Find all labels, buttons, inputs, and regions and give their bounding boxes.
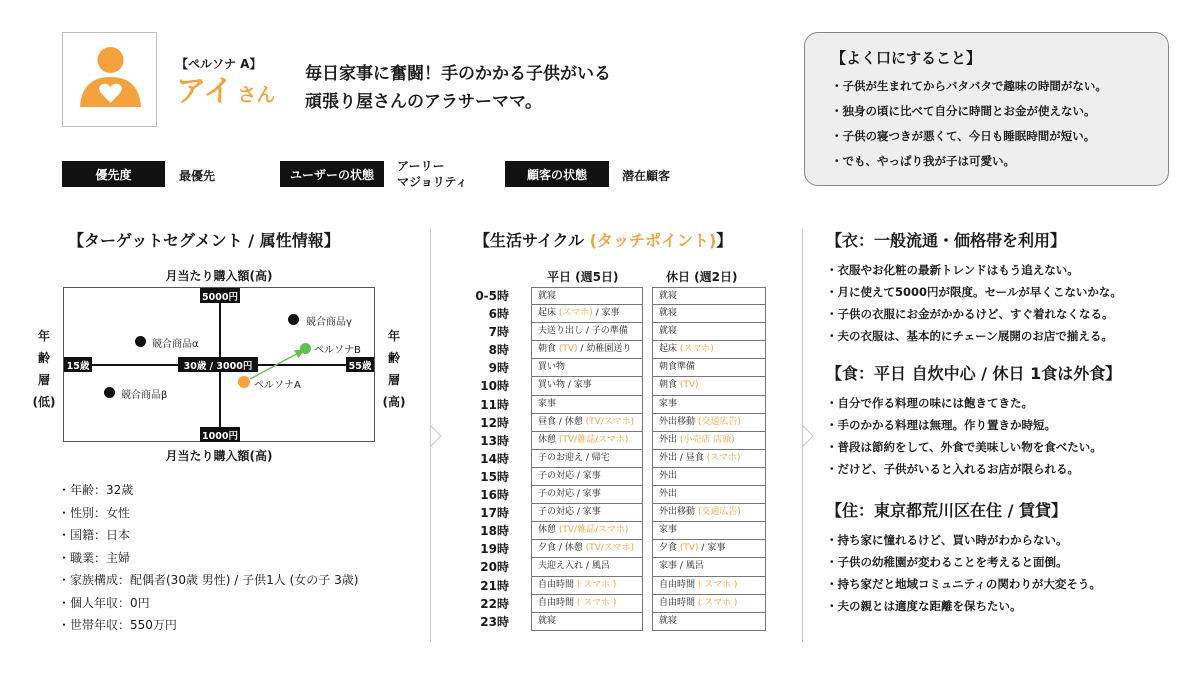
housing-item: ・持ち家だと地域コミュニティの関わりが大変そう。: [826, 577, 1101, 591]
hour-label: 7時: [488, 325, 509, 340]
activity-text: 子の対応 / 家事: [538, 507, 601, 518]
hour-label: 19時: [480, 542, 509, 557]
competitor-gamma-dot: [288, 314, 299, 325]
touchpoint-text: (スマホ): [706, 452, 741, 463]
activity-text: 夕食: [659, 543, 680, 554]
activity-text: 外出: [659, 470, 678, 481]
food-item: ・普段は節約をして、外食で美味しい物を食べたい。: [826, 440, 1102, 454]
holiday-cell: [652, 341, 766, 359]
weekday-cell: [531, 287, 643, 305]
activity-text: / 幼稚園送り: [577, 344, 632, 355]
clothing-item: ・夫の衣服は、基本的にチェーン展開のお店で揃える。: [826, 329, 1113, 343]
left-axis-label: [28, 325, 60, 413]
weekday-cell: [531, 558, 643, 576]
attribute-item: ・家族構成：配偶者(30歳 男性) / 子供1人 (女の子 3歳): [58, 573, 359, 587]
activity-text: 自由時間: [538, 579, 577, 590]
weekday-cell: [531, 305, 643, 323]
weekday-cell: [531, 486, 643, 504]
food-title: 【食：平日 自炊中心 / 休日 1食は外食】: [826, 364, 1122, 383]
activity-text: 自由時間: [538, 597, 577, 608]
weekday-cell: [531, 414, 643, 432]
touchpoint-text: (スマホ): [558, 308, 593, 319]
holiday-cell: [652, 450, 766, 468]
persona-name-suffix: さん: [237, 84, 276, 106]
persona-a-dot: [238, 376, 250, 388]
activity-text: 夕食 / 休憩: [538, 543, 586, 554]
housing-title: 【住：東京都荒川区在住 / 賃貸】: [826, 501, 1067, 520]
weekday-cell: [531, 323, 643, 341]
holiday-cell: [652, 522, 766, 540]
persona-name-text: アイ: [176, 74, 234, 109]
hour-label: 8時: [488, 343, 509, 358]
holiday-cell: [652, 577, 766, 595]
holiday-cell: [652, 359, 766, 377]
priority-label: 優先度: [62, 161, 165, 187]
activity-text: 家事 / 風呂: [659, 561, 704, 572]
weekday-cell: [531, 613, 643, 631]
activity-text: 就寝: [538, 291, 557, 301]
hour-label: 14時: [480, 451, 509, 466]
touchpoint-text: ( スマホ ): [697, 597, 738, 608]
left-axis-char: 年: [37, 329, 50, 343]
holiday-cell: [652, 287, 766, 305]
priority-value: 最優先: [179, 169, 216, 183]
hour-label: 20時: [480, 560, 509, 575]
persona-avatar: [62, 32, 157, 127]
persona-tagline: [305, 60, 611, 116]
attribute-item: ・職業：主婦: [58, 550, 131, 565]
touchpoint-text: (スマホ): [679, 344, 714, 355]
weekday-cell: [531, 468, 643, 486]
persona-a-label: ペルソナA: [254, 380, 301, 391]
housing-item: ・持ち家に憧れるけど、買い時がわからない。: [826, 533, 1068, 547]
food-item: ・自分で作る料理の味には飽きてきた。: [826, 396, 1033, 410]
activity-text: 自由時間: [659, 579, 698, 590]
clothing-item: ・子供の衣服にお金がかかるけど、すぐ着れなくなる。: [826, 307, 1114, 321]
activity-text: 就寝: [659, 291, 678, 301]
schedule-title-end: 】: [716, 231, 733, 250]
hour-label: 16時: [480, 488, 509, 503]
persona-name: [176, 72, 275, 115]
positioning-matrix: [63, 287, 375, 442]
touchpoint-text: (TV): [558, 344, 578, 355]
weekday-cell: [531, 540, 643, 558]
bottom-axis-tag: 1000円: [200, 427, 240, 442]
hour-label: 6時: [488, 307, 509, 322]
hour-label: 11時: [480, 397, 509, 412]
activity-text: 外出: [659, 434, 680, 445]
holiday-cell: [652, 595, 766, 613]
activity-text: 子の対応 / 家事: [538, 470, 601, 481]
activity-text: 家事: [659, 525, 678, 536]
schedule-title: [474, 228, 732, 251]
attribute-item: ・性別：女性: [58, 505, 131, 520]
clothing-section: [826, 228, 1122, 347]
competitor-beta-label: 競合商品β: [121, 390, 168, 401]
activity-text: 就寝: [659, 326, 678, 337]
tagline-line-2: 頑張り屋さんのアラサーママ。: [305, 92, 542, 112]
weekday-cell: [531, 504, 643, 522]
attribute-item: ・個人年収：0円: [58, 595, 150, 610]
weekday-cell: [531, 432, 643, 450]
weekday-cell: [531, 377, 643, 395]
segment-title: 【ターゲットセグメント / 属性情報】: [68, 231, 340, 250]
food-item: ・だけど、子供がいると入れるお店が限られる。: [826, 462, 1079, 476]
holiday-cell: [652, 613, 766, 631]
holiday-column: [652, 287, 766, 631]
left-axis-char: 齢: [37, 351, 50, 365]
persona-arrow: [64, 288, 374, 441]
persona-b-dot: [300, 343, 311, 354]
holiday-cell: [652, 305, 766, 323]
clothing-item: ・月に使えて5000円が限度。セールが早くこないかな。: [826, 285, 1122, 299]
divider-arrow: [430, 425, 444, 447]
holiday-cell: [652, 468, 766, 486]
attribute-item: ・年齢：32歳: [58, 483, 134, 497]
weekday-cell: [531, 341, 643, 359]
activity-text: 外出 / 昼食: [659, 452, 707, 463]
touchpoint-text: (TV/スマホ): [585, 543, 635, 554]
user-state-value-line-1: アーリー: [397, 159, 445, 173]
right-axis-char: 層: [387, 373, 400, 387]
weekday-cell: [531, 396, 643, 414]
activity-text: 朝食: [659, 380, 680, 391]
quote-item: ・子供が生まれてからバタバタで趣味の時間がない。: [831, 79, 1107, 93]
persona-b-label: ペルソナB: [314, 345, 361, 356]
touchpoint-text: (TV): [679, 380, 699, 391]
hour-label: 23時: [480, 614, 509, 629]
right-axis-char: (高): [382, 395, 406, 409]
holiday-cell: [652, 558, 766, 576]
hour-label: 12時: [480, 415, 509, 430]
quote-item: ・子供の寝つきが悪くて、今日も睡眠時間が短い。: [831, 129, 1096, 143]
activity-text: 家事: [659, 398, 678, 409]
competitor-alpha-dot: [135, 336, 146, 347]
activity-text: 買い物: [538, 362, 566, 373]
food-item: ・手のかかる料理は無理。作り置きか時短。: [826, 418, 1056, 432]
quotes-box: [804, 32, 1169, 186]
activity-text: 外出移動: [659, 416, 698, 427]
quote-item: ・でも、やっぱり我が子は可愛い。: [831, 154, 1015, 168]
holiday-cell: [652, 504, 766, 522]
activity-text: / 家事: [698, 543, 726, 554]
quote-item: ・独身の頃に比べて自分に時間とお金が使えない。: [831, 104, 1096, 118]
activity-text: 子のお迎え / 帰宅: [538, 452, 610, 463]
activity-text: 就寝: [659, 308, 678, 319]
holiday-cell: [652, 486, 766, 504]
hour-label: 9時: [488, 361, 509, 376]
holiday-cell: [652, 377, 766, 395]
attribute-item: ・世帯年収：550万円: [58, 618, 177, 632]
food-section: [826, 361, 1121, 480]
activity-text: 買い物 / 家事: [538, 380, 592, 391]
attribute-list: [58, 479, 358, 637]
hour-label: 21時: [480, 578, 509, 593]
activity-text: 自由時間: [659, 597, 698, 608]
hour-label: 18時: [480, 524, 509, 539]
weekday-cell: [531, 577, 643, 595]
right-axis-char: 年: [387, 329, 400, 343]
activity-text: 子の対応 / 家事: [538, 489, 601, 500]
activity-text: 休憩: [538, 525, 559, 536]
activity-text: 夫送り出し / 子の準備: [538, 326, 628, 337]
clothing-title: 【衣：一般流通・価格帯を利用】: [826, 231, 1067, 250]
holiday-header: 休日 (週2日): [666, 270, 738, 284]
user-state-label: ユーザーの状態: [280, 161, 384, 187]
holiday-cell: [652, 323, 766, 341]
activity-text: 就寝: [538, 615, 557, 626]
hour-column: [449, 287, 509, 631]
touchpoint-text: (TV/スマホ): [585, 416, 635, 427]
top-axis-tag: 5000円: [200, 288, 240, 303]
weekday-header: 平日 (週5日): [547, 270, 619, 284]
housing-item: ・子供の幼稚園が変わることを考えると面倒。: [826, 555, 1068, 569]
activity-text: 家事: [538, 398, 557, 409]
touchpoint-text: ( スマホ ): [576, 597, 617, 608]
activity-text: 起床: [659, 344, 680, 355]
weekday-cell: [531, 359, 643, 377]
touchpoint-text: (交通広告): [697, 416, 741, 427]
weekday-cell: [531, 595, 643, 613]
housing-item: ・夫の親とは適度な距離を保ちたい。: [826, 599, 1022, 613]
user-state-value-line-2: マジョリティ: [397, 175, 468, 189]
schedule-title-accent: (タッチポイント): [589, 231, 717, 250]
clothing-item: ・衣服やお化粧の最新トレンドはもう追えない。: [826, 263, 1079, 277]
hour-label: 22時: [480, 596, 509, 611]
hour-label: 15時: [480, 469, 509, 484]
activity-text: 就寝: [659, 615, 678, 626]
competitor-beta-dot: [104, 387, 115, 398]
user-state-value: [397, 158, 468, 190]
person-heart-icon: [63, 33, 158, 128]
quotes-title: 【よく口にすること】: [831, 49, 982, 67]
activity-text: 朝食: [538, 344, 559, 355]
right-axis-tag: 55歳: [346, 357, 374, 372]
hour-label: 10時: [480, 379, 509, 394]
divider-arrow: [802, 425, 816, 447]
hour-label: 0-5時: [475, 289, 509, 303]
activity-text: 外出: [659, 489, 678, 500]
activity-text: 外出移動: [659, 507, 698, 518]
holiday-cell: [652, 540, 766, 558]
hour-label: 13時: [480, 433, 509, 448]
attribute-item: ・国籍：日本: [58, 528, 131, 542]
tagline-line-1: 毎日家事に奮闘！手のかかる子供がいる: [305, 64, 611, 84]
right-axis-label: [378, 325, 410, 413]
left-axis-char: (低): [32, 395, 56, 409]
customer-state-label: 顧客の状態: [505, 161, 609, 187]
schedule-title-main: 【生活サイクル: [474, 231, 590, 250]
activity-text: 夫迎え入れ / 風呂: [538, 561, 610, 572]
housing-section: [826, 498, 1101, 617]
holiday-cell: [652, 414, 766, 432]
touchpoint-text: ( スマホ ): [697, 579, 738, 590]
top-axis-title: 月当たり購入額(高): [165, 269, 273, 283]
activity-text: 昼食 / 休憩: [538, 416, 586, 427]
touchpoint-text: (TV/雑誌/スマホ): [558, 434, 629, 445]
competitor-alpha-label: 競合商品α: [152, 339, 199, 350]
activity-text: 朝食準備: [659, 362, 696, 373]
activity-text: 休憩: [538, 434, 559, 445]
weekday-cell: [531, 450, 643, 468]
activity-text: / 家事: [592, 308, 620, 319]
touchpoint-text: ( スマホ ): [576, 579, 617, 590]
touchpoint-text: (TV): [679, 543, 699, 554]
touchpoint-text: (小売店 店頭): [679, 434, 735, 445]
holiday-cell: [652, 432, 766, 450]
left-axis-char: 層: [37, 373, 50, 387]
persona-tag: 【ペルソナ A】: [176, 57, 262, 71]
weekday-column: [531, 287, 643, 631]
left-axis-tag: 15歳: [64, 357, 92, 372]
center-axis-tag: 30歳 / 3000円: [178, 357, 258, 372]
hour-label: 17時: [480, 506, 509, 521]
customer-state-value: 潜在顧客: [622, 169, 671, 183]
weekday-cell: [531, 522, 643, 540]
activity-text: 起床: [538, 308, 559, 319]
touchpoint-text: (交通広告): [697, 507, 741, 518]
touchpoint-text: (TV/雑誌/スマホ): [558, 525, 629, 536]
holiday-cell: [652, 396, 766, 414]
competitor-gamma-label: 競合商品γ: [306, 317, 352, 328]
right-axis-char: 齢: [387, 351, 400, 365]
bottom-axis-title: 月当たり購入額(高): [165, 449, 273, 463]
